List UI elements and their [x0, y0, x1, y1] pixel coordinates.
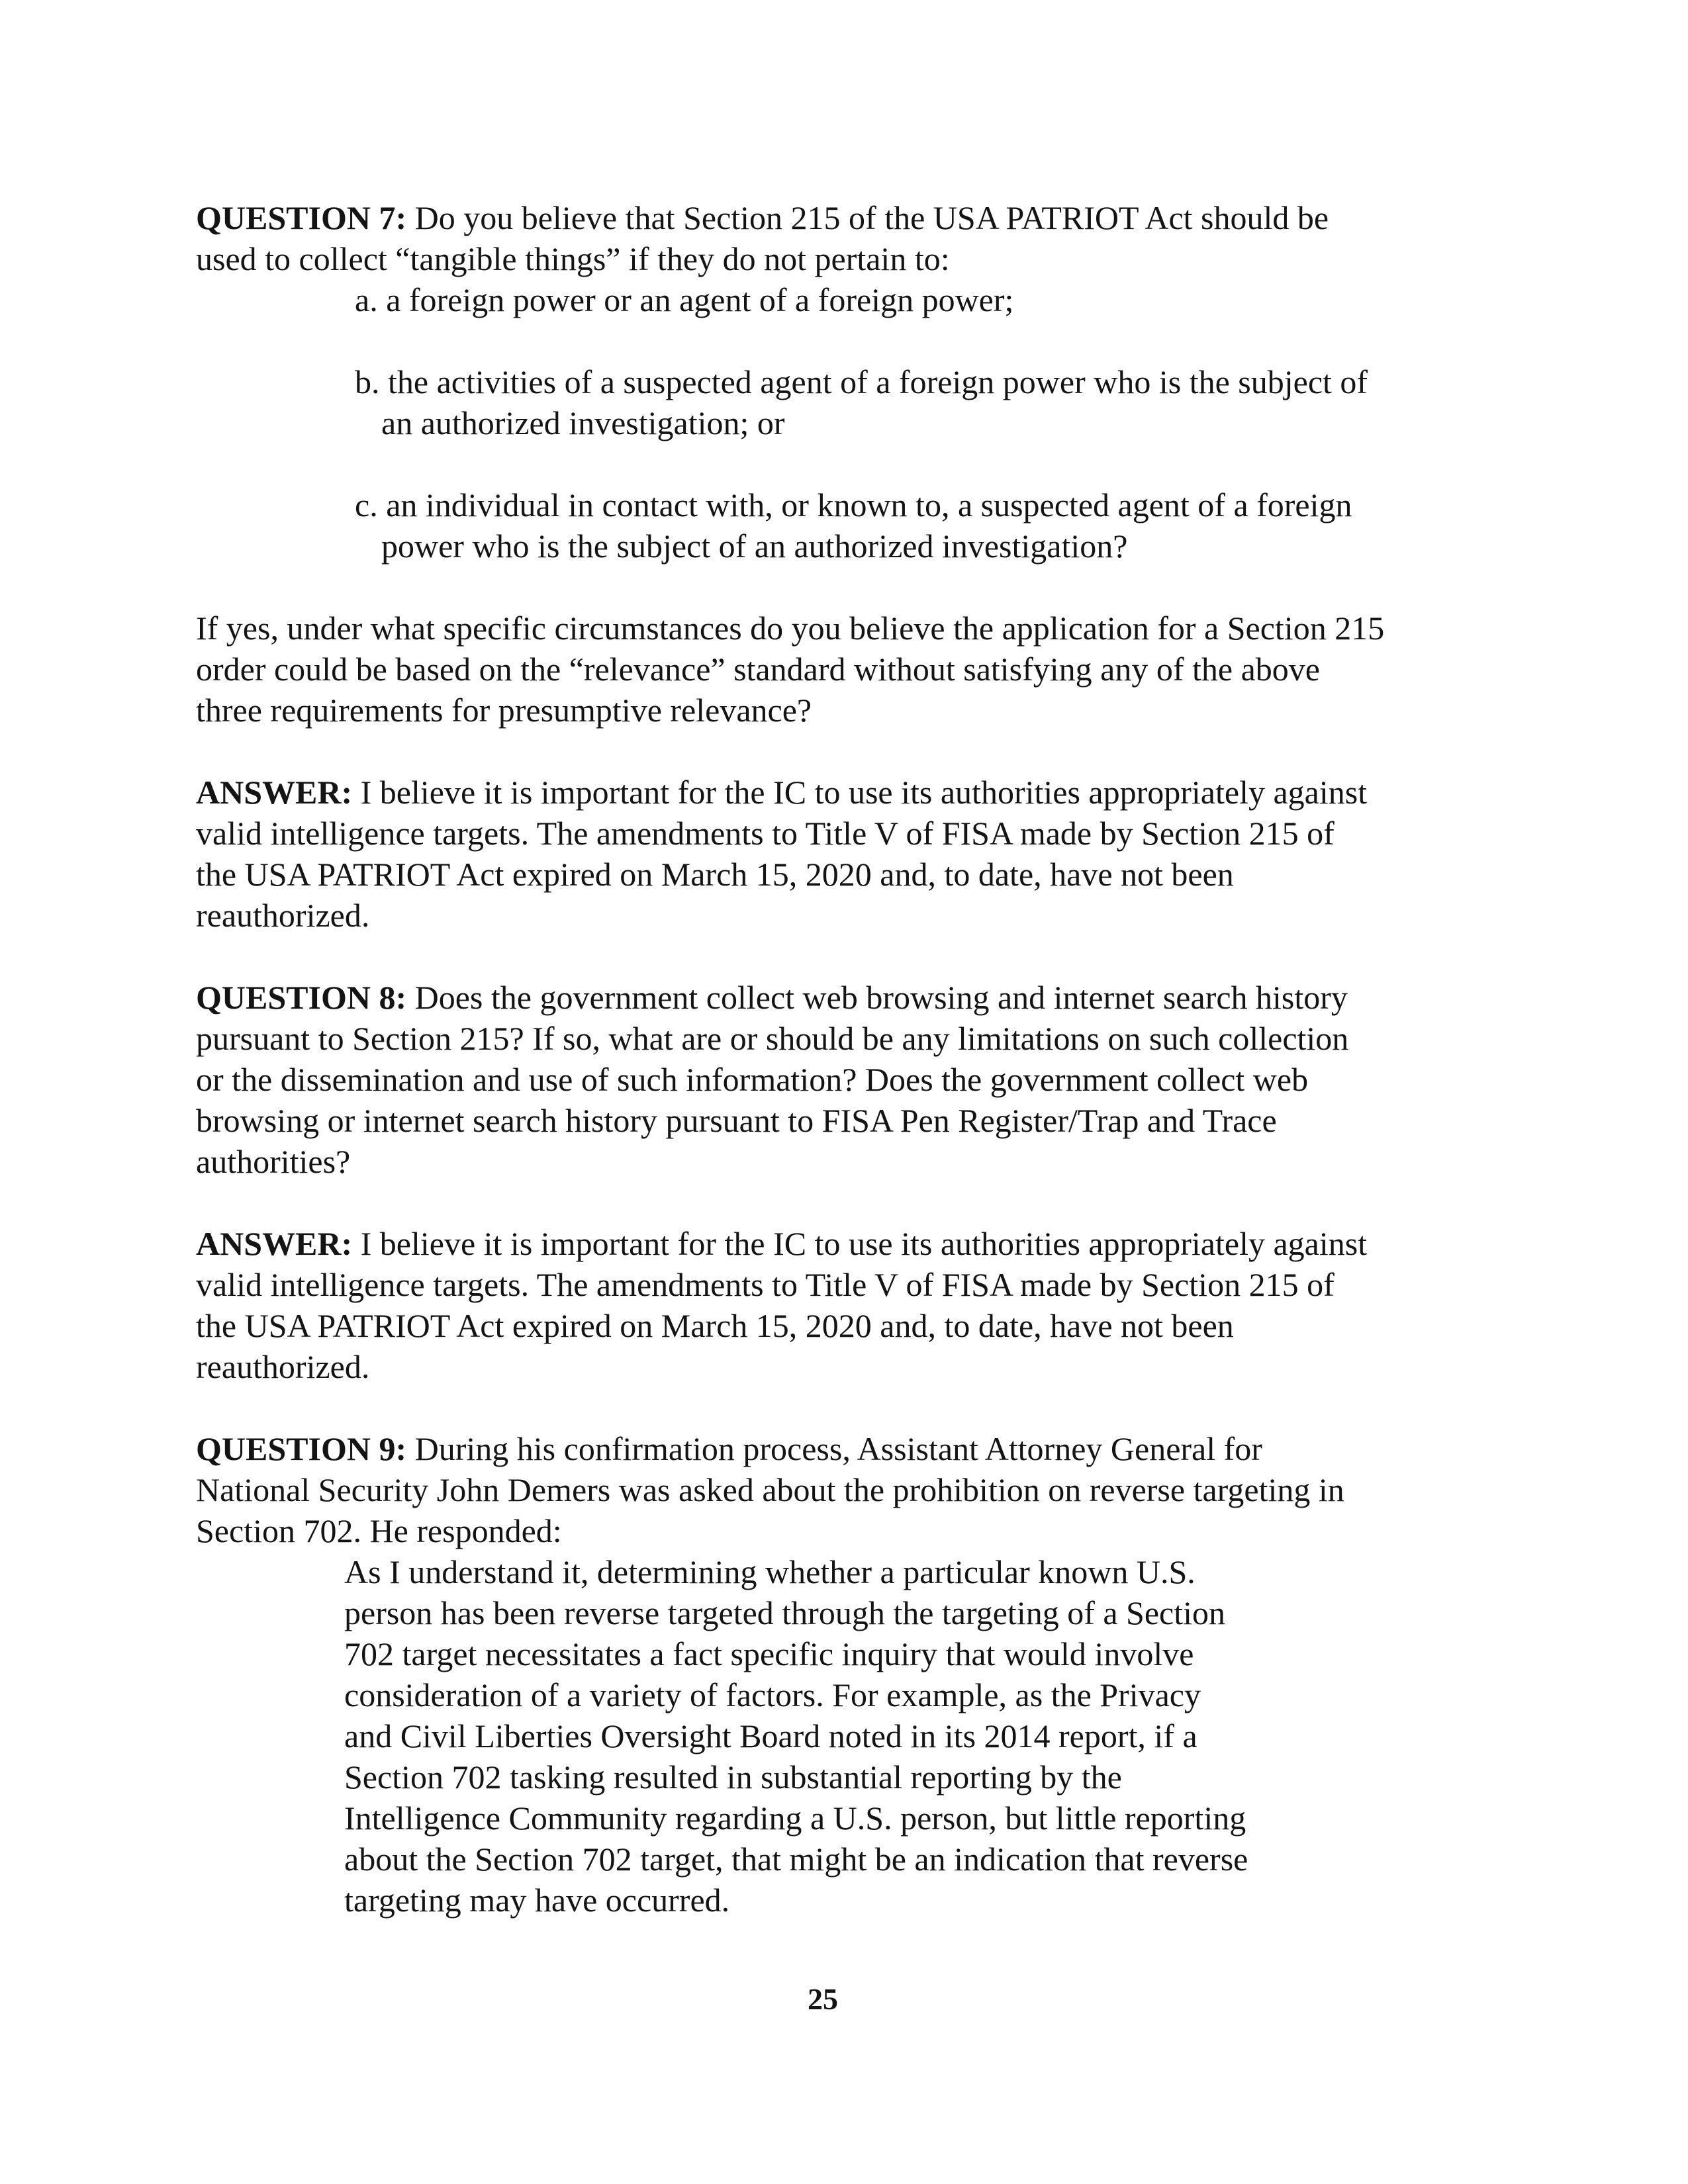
question-7-followup-line-3: three requirements for presumptive relevance? [196, 692, 812, 729]
question-8-label: QUESTION 8: [196, 979, 407, 1016]
quote-line-6: Section 702 tasking resulted in substantial reporting by the [344, 1758, 1122, 1796]
question-7-item-b-line-2: an authorized investigation; or [381, 404, 785, 441]
question-8-line-4: browsing or internet search history pursuant to FISA Pen Register/Trap and Trace [196, 1102, 1277, 1139]
answer-7-line-3: the USA PATRIOT Act expired on March 15, 2020 and, to date, have not been [196, 856, 1234, 893]
question-7-followup-line-2: order could be based on the “relevance” standard without satisfying any of the above [196, 651, 1320, 688]
question-7-item-c-line-1: c. an individual in contact with, or known to, a suspected agent of a foreign [355, 486, 1352, 523]
answer-7-line-1: ANSWER: I believe it is important for the IC to use its authorities appropriately against [196, 774, 1368, 811]
question-7-item-c-line-2: power who is the subject of an authorized investigation? [381, 527, 1128, 565]
quote-line-7: Intelligence Community regarding a U.S. person, but little reporting [344, 1799, 1246, 1837]
answer-7-line-2: valid intelligence targets. The amendments to Title V of FISA made by Section 215 of [196, 815, 1335, 852]
answer-8-label: ANSWER: [196, 1225, 353, 1262]
quote-line-1: As I understand it, determining whether a particular known U.S. [344, 1553, 1196, 1590]
answer-8-line-4: reauthorized. [196, 1348, 370, 1385]
question-9-line-1: QUESTION 9: During his confirmation process, Assistant Attorney General for [196, 1430, 1262, 1467]
answer-7-line-4: reauthorized. [196, 897, 370, 934]
question-9-line-3: Section 702. He responded: [196, 1512, 562, 1549]
question-8-line-1: QUESTION 8: Does the government collect web browsing and internet search history [196, 979, 1348, 1016]
quote-line-9: targeting may have occurred. [344, 1882, 730, 1919]
answer-8-line-3: the USA PATRIOT Act expired on March 15, 2020 and, to date, have not been [196, 1307, 1234, 1344]
question-7-line-2: used to collect “tangible things” if they do not pertain to: [196, 240, 950, 277]
question-9-line-2: National Security John Demers was asked about the prohibition on reverse targeting in [196, 1471, 1344, 1508]
question-7-line-1: QUESTION 7: Do you believe that Section 215 of the USA PATRIOT Act should be [196, 199, 1329, 236]
answer-7-label: ANSWER: [196, 774, 353, 811]
question-8-line-5: authorities? [196, 1143, 351, 1180]
question-7-followup-line-1: If yes, under what specific circumstances do you believe the application for a Section 215 [196, 610, 1385, 647]
quote-line-4: consideration of a variety of factors. For example, as the Privacy [344, 1676, 1201, 1713]
question-8-line-2: pursuant to Section 215? If so, what are or should be any limitations on such collection [196, 1020, 1349, 1057]
quote-line-5: and Civil Liberties Oversight Board noted in its 2014 report, if a [344, 1717, 1197, 1754]
question-8-line-3: or the dissemination and use of such information? Does the government collect web [196, 1061, 1309, 1098]
question-9-label: QUESTION 9: [196, 1430, 407, 1467]
question-7-item-a: a. a foreign power or an agent of a foreign power; [355, 281, 1014, 318]
page-number: 25 [808, 1982, 838, 2016]
question-7-label: QUESTION 7: [196, 199, 407, 236]
answer-8-line-1: ANSWER: I believe it is important for the IC to use its authorities appropriately against [196, 1225, 1368, 1262]
answer-8-line-2: valid intelligence targets. The amendments to Title V of FISA made by Section 215 of [196, 1266, 1335, 1303]
quote-line-2: person has been reverse targeted through the targeting of a Section [344, 1594, 1226, 1631]
quote-line-8: about the Section 702 target, that might be an indication that reverse [344, 1841, 1248, 1878]
question-7-item-b-line-1: b. the activities of a suspected agent of a foreign power who is the subject of [355, 363, 1368, 400]
quote-line-3: 702 target necessitates a fact specific inquiry that would involve [344, 1635, 1194, 1672]
